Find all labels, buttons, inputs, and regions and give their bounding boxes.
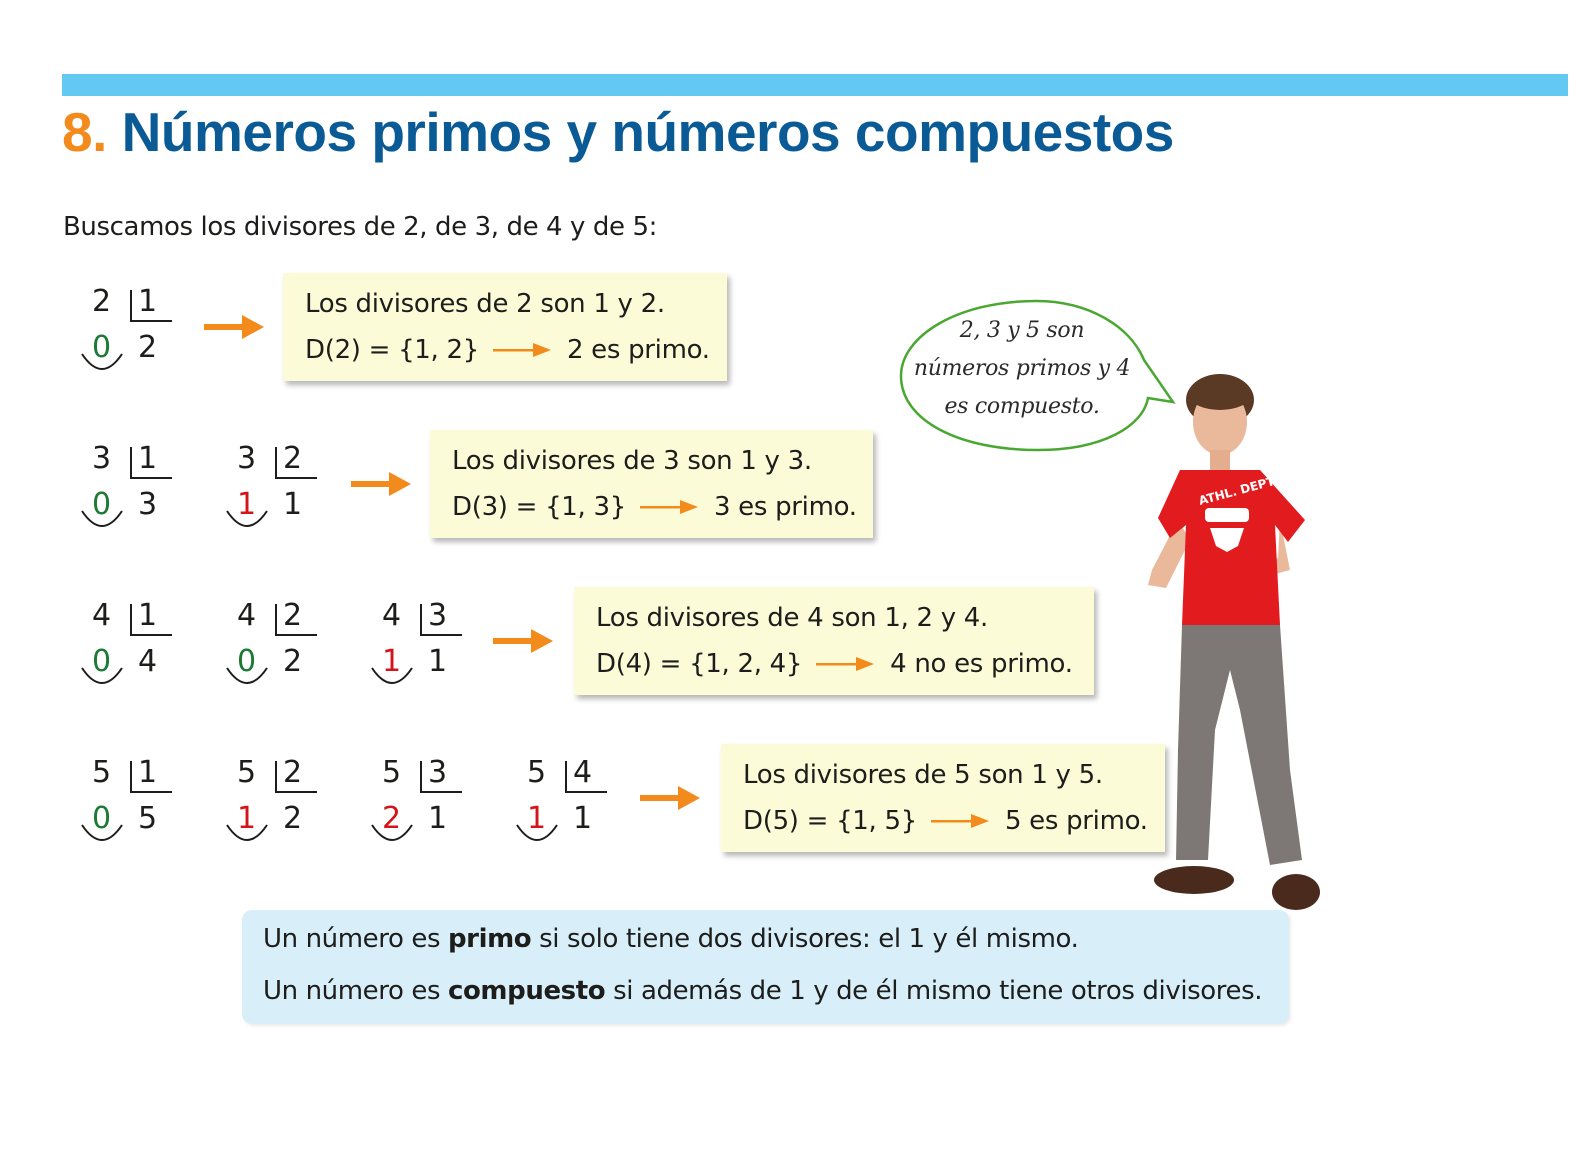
remainder: 0	[92, 330, 112, 365]
division-4-by-1	[80, 598, 180, 690]
svg-text:ATHL. DEPT: ATHL. DEPT	[1197, 474, 1277, 508]
division-5-by-1	[80, 755, 180, 847]
note-statement: Los divisores de 3 son 1 y 3.	[452, 446, 812, 476]
divisor: 4	[573, 755, 593, 790]
arrow-right-icon	[640, 499, 698, 515]
speech-bubble-text	[902, 312, 1142, 426]
arrow-right-icon	[493, 342, 551, 358]
note-set-line	[305, 335, 710, 365]
note-set-line	[452, 492, 857, 522]
bubble-line-2: números primos y 4	[913, 356, 1131, 381]
note-set-line	[596, 649, 1073, 679]
remainder-arc-icon	[225, 507, 269, 533]
quotient: 1	[573, 801, 593, 836]
divisor: 3	[428, 598, 448, 633]
dividend: 4	[382, 598, 402, 633]
divisor-set: D(5) = {1, 5}	[743, 806, 917, 836]
divisor: 1	[138, 284, 158, 319]
quotient: 1	[283, 487, 303, 522]
section-header-bar	[62, 74, 1568, 96]
arrow-right-icon	[204, 315, 264, 339]
remainder: 2	[382, 801, 402, 836]
remainder-arc-icon	[515, 821, 559, 847]
dividend: 5	[92, 755, 112, 790]
text: si además de 1 y de él mismo tiene otros divisores.	[605, 976, 1263, 1006]
arrow-right-icon	[493, 629, 553, 653]
term-primo: primo	[447, 924, 532, 954]
divisor: 2	[283, 441, 303, 476]
remainder-arc-icon	[225, 821, 269, 847]
remainder-arc-icon	[225, 664, 269, 690]
remainder: 0	[92, 487, 112, 522]
remainder: 0	[92, 801, 112, 836]
dividend: 5	[527, 755, 547, 790]
quotient: 4	[138, 644, 158, 679]
division-4-by-3	[370, 598, 470, 690]
remainder: 1	[527, 801, 547, 836]
division-3-by-1	[80, 441, 180, 533]
section-title: Números primos y números compuestos	[121, 101, 1174, 163]
divisor: 1	[138, 755, 158, 790]
bubble-line-1: 2, 3 y 5 son	[959, 318, 1085, 343]
note-statement: Los divisores de 2 son 1 y 2.	[305, 289, 665, 319]
dividend: 2	[92, 284, 112, 319]
divisors-note-5	[721, 744, 1165, 852]
section-number: 8.	[62, 101, 107, 163]
arrow-right-icon	[816, 656, 874, 672]
remainder: 0	[92, 644, 112, 679]
dividend: 4	[92, 598, 112, 633]
divisor: 1	[138, 598, 158, 633]
divisors-note-4	[574, 587, 1094, 695]
quotient: 2	[283, 644, 303, 679]
divisors-note-2	[283, 273, 727, 381]
arrow-right-icon	[351, 472, 411, 496]
divisor: 2	[283, 598, 303, 633]
quotient: 3	[138, 487, 158, 522]
division-5-by-4	[515, 755, 615, 847]
division-5-by-2	[225, 755, 325, 847]
divisor: 1	[138, 441, 158, 476]
text: si solo tiene dos divisores: el 1 y él mismo.	[531, 924, 1079, 954]
arrow-right-icon	[640, 786, 700, 810]
divisor-set: D(4) = {1, 2, 4}	[596, 649, 803, 679]
note-statement: Los divisores de 4 son 1, 2 y 4.	[596, 603, 988, 633]
remainder-arc-icon	[80, 350, 124, 376]
prime-definition	[263, 924, 1078, 954]
dividend: 3	[92, 441, 112, 476]
dividend: 3	[237, 441, 257, 476]
note-statement: Los divisores de 5 son 1 y 5.	[743, 760, 1103, 790]
divisor: 2	[283, 755, 303, 790]
remainder-arc-icon	[80, 507, 124, 533]
note-set-line	[743, 806, 1148, 836]
arrow-right-icon	[931, 813, 989, 829]
quotient: 2	[283, 801, 303, 836]
remainder: 1	[237, 487, 257, 522]
divisors-note-3	[430, 430, 873, 538]
remainder: 1	[382, 644, 402, 679]
remainder-arc-icon	[370, 664, 414, 690]
bubble-line-3: es compuesto.	[944, 394, 1100, 419]
divisor-set: D(3) = {1, 3}	[452, 492, 626, 522]
division-2-by-1	[80, 284, 180, 376]
divisor-set: D(2) = {1, 2}	[305, 335, 479, 365]
remainder: 1	[237, 801, 257, 836]
division-3-by-2	[225, 441, 325, 533]
dividend: 4	[237, 598, 257, 633]
definition-box	[242, 910, 1289, 1024]
conclusion: 4 no es primo.	[890, 649, 1073, 679]
page-title	[62, 96, 1174, 168]
division-4-by-2	[225, 598, 325, 690]
quotient: 5	[138, 801, 158, 836]
term-compuesto: compuesto	[447, 976, 606, 1006]
dividend: 5	[237, 755, 257, 790]
text: Un número es	[263, 976, 448, 1006]
division-5-by-3	[370, 755, 470, 847]
intro-text: Buscamos los divisores de 2, de 3, de 4 y de 5:	[63, 212, 657, 242]
remainder-arc-icon	[370, 821, 414, 847]
conclusion: 2 es primo.	[566, 335, 710, 365]
composite-definition	[263, 976, 1262, 1006]
dividend: 5	[382, 755, 402, 790]
boy-photo	[1130, 370, 1330, 915]
conclusion: 3 es primo.	[713, 492, 857, 522]
divisor: 3	[428, 755, 448, 790]
quotient: 2	[138, 330, 158, 365]
text: Un número es	[263, 924, 448, 954]
conclusion: 5 es primo.	[1004, 806, 1148, 836]
quotient: 1	[428, 644, 448, 679]
remainder: 0	[237, 644, 257, 679]
remainder-arc-icon	[80, 664, 124, 690]
remainder-arc-icon	[80, 821, 124, 847]
quotient: 1	[428, 801, 448, 836]
